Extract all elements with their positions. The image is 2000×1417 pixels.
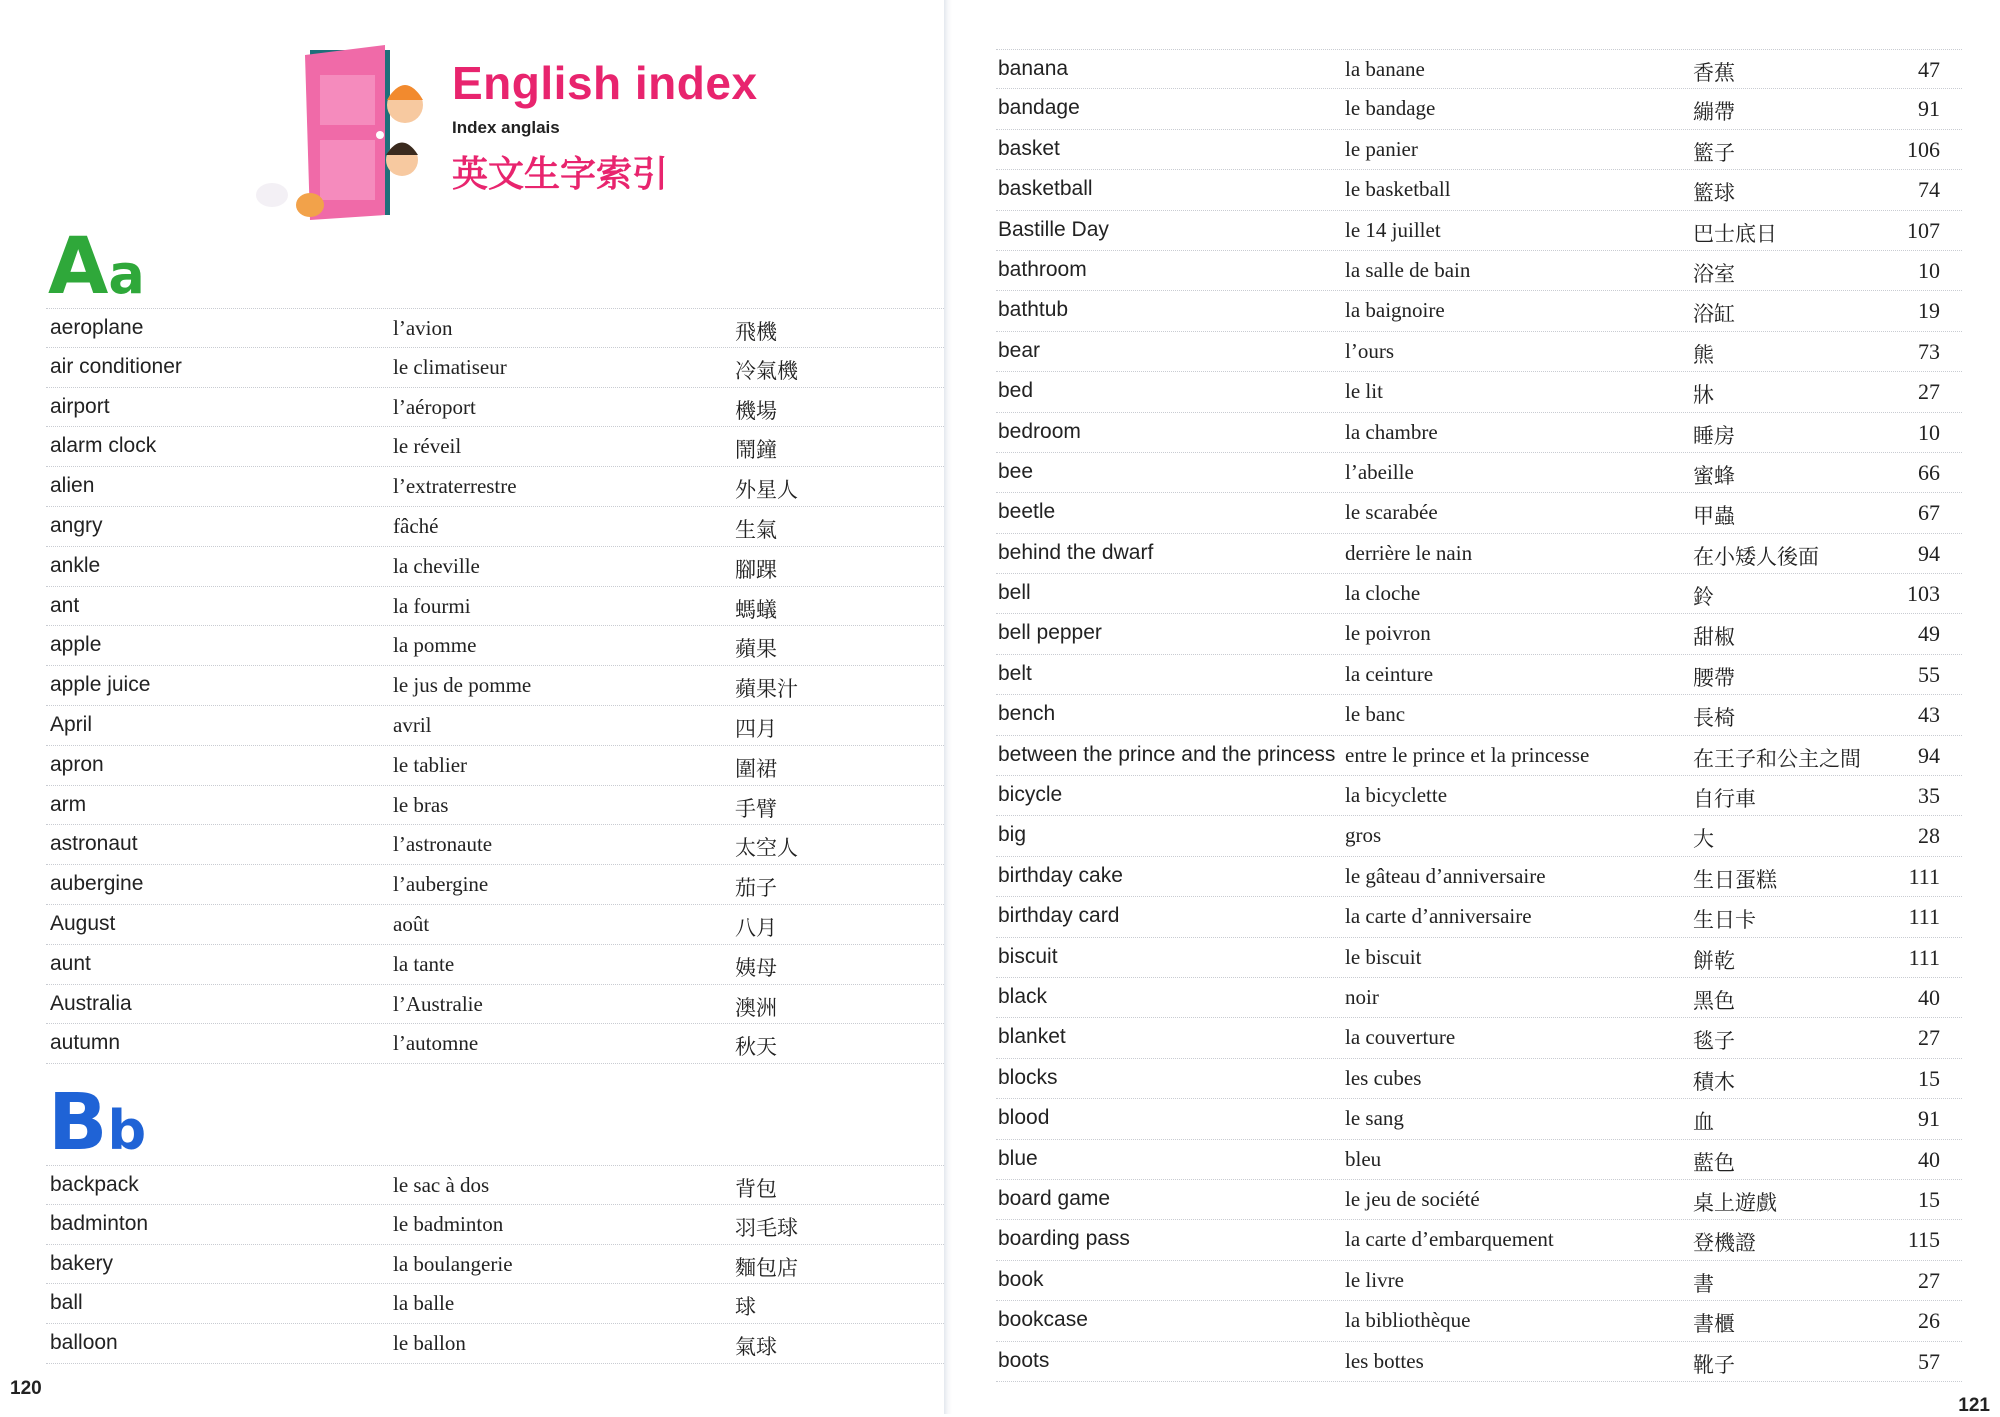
french-word: bleu xyxy=(1345,1146,1382,1171)
english-word: big xyxy=(998,823,1027,847)
chinese-word: 蜜蜂 xyxy=(1693,463,1735,488)
page-ref: 40 xyxy=(1918,984,1940,1010)
french-word: derrière le nain xyxy=(1345,540,1473,565)
page-ref: 57 xyxy=(1918,1348,1940,1374)
french-word: le climatiseur xyxy=(393,354,507,379)
index-row xyxy=(996,1099,1962,1139)
chinese-word: 桌上遊戲 xyxy=(1693,1190,1777,1215)
chinese-word: 巴士底日 xyxy=(1693,221,1777,246)
index-row xyxy=(996,655,1962,695)
page-number-left: 120 xyxy=(10,1378,42,1399)
english-word: banana xyxy=(998,57,1069,80)
index-row xyxy=(996,978,1962,1018)
page-ref: 103 xyxy=(1907,581,1940,607)
english-word: board game xyxy=(998,1186,1111,1210)
page-ref: 55 xyxy=(1918,661,1940,687)
english-word: badminton xyxy=(50,1211,149,1235)
english-word: bedroom xyxy=(998,419,1081,443)
page-ref: 10 xyxy=(1918,257,1940,283)
french-word: la cheville xyxy=(393,553,480,578)
english-word: ball xyxy=(50,1291,83,1315)
index-row xyxy=(46,746,944,786)
english-word: autumn xyxy=(50,1031,121,1055)
chinese-word: 大 xyxy=(1693,827,1714,852)
chinese-word: 香蕉 xyxy=(1693,61,1735,85)
english-word: blue xyxy=(998,1146,1038,1170)
english-word: bell xyxy=(998,581,1031,605)
english-word: ant xyxy=(50,593,80,617)
chinese-word: 書櫃 xyxy=(1693,1312,1735,1337)
english-word: bench xyxy=(998,702,1056,726)
english-word: bookcase xyxy=(998,1308,1088,1332)
french-word: le panier xyxy=(1345,136,1418,161)
french-word: la boulangerie xyxy=(393,1251,513,1276)
english-word: backpack xyxy=(50,1173,139,1196)
page-ref: 67 xyxy=(1918,500,1940,526)
index-row xyxy=(46,626,944,666)
index-row xyxy=(996,1342,1962,1382)
french-word: la pomme xyxy=(393,633,477,658)
french-word: août xyxy=(393,911,430,936)
english-word: boots xyxy=(998,1348,1050,1372)
french-word: le livre xyxy=(1345,1267,1404,1292)
french-word: le bandage xyxy=(1345,96,1436,121)
chinese-word: 太空人 xyxy=(735,836,798,861)
french-word: la couverture xyxy=(1345,1025,1456,1050)
index-row xyxy=(996,1180,1962,1220)
page-ref: 107 xyxy=(1907,217,1940,243)
english-word: birthday cake xyxy=(998,863,1123,887)
chinese-word: 麵包店 xyxy=(735,1255,798,1280)
index-row xyxy=(46,1245,944,1285)
chinese-word: 熊 xyxy=(1693,342,1714,367)
english-word: astronaut xyxy=(50,832,138,856)
chinese-word: 藍色 xyxy=(1693,1150,1735,1175)
french-word: l’aéroport xyxy=(393,394,476,419)
page-ref: 115 xyxy=(1907,1227,1940,1253)
french-word: l’astronaute xyxy=(393,832,493,857)
index-row xyxy=(996,1301,1962,1341)
letter-lower: b xyxy=(107,1099,147,1162)
index-row xyxy=(46,1165,944,1205)
chinese-word: 毯子 xyxy=(1693,1029,1735,1054)
chinese-word: 生氣 xyxy=(735,517,777,542)
french-word: la chambre xyxy=(1345,419,1438,444)
index-row xyxy=(996,1261,1962,1301)
french-word: le scarabée xyxy=(1345,500,1438,525)
index-row xyxy=(996,170,1962,210)
english-word: boarding pass xyxy=(998,1227,1130,1251)
word-list-a xyxy=(46,308,944,1064)
english-word: black xyxy=(998,984,1048,1008)
chinese-word: 姨母 xyxy=(735,955,777,980)
english-word: between the prince and the princess xyxy=(998,742,1336,766)
letter-upper: B xyxy=(48,1078,108,1168)
french-word: gros xyxy=(1345,823,1382,848)
page-ref: 66 xyxy=(1918,459,1940,485)
english-word: blood xyxy=(998,1106,1050,1130)
french-word: le poivron xyxy=(1345,621,1431,646)
chinese-word: 籃子 xyxy=(1693,140,1735,165)
english-word: aubergine xyxy=(50,872,144,896)
french-word: la ceinture xyxy=(1345,661,1434,686)
english-word: alien xyxy=(50,474,95,498)
right-page xyxy=(952,0,2000,1414)
index-row xyxy=(996,1220,1962,1260)
page-ref: 74 xyxy=(1918,177,1940,203)
index-row xyxy=(46,985,944,1025)
french-word: la cloche xyxy=(1345,581,1421,606)
letter-upper: A xyxy=(48,222,109,312)
index-row xyxy=(46,1284,944,1324)
french-word: la balle xyxy=(393,1291,455,1316)
index-row xyxy=(996,534,1962,574)
chinese-word: 積木 xyxy=(1693,1069,1735,1094)
french-word: la carte d’embarquement xyxy=(1345,1227,1554,1252)
page-ref: 35 xyxy=(1918,783,1940,809)
chinese-word: 秋天 xyxy=(735,1035,777,1060)
chinese-word: 書 xyxy=(1693,1271,1714,1296)
french-word: le 14 juillet xyxy=(1345,217,1441,242)
chinese-word: 螞蟻 xyxy=(735,597,777,622)
french-word: le sang xyxy=(1345,1106,1404,1131)
french-word: la bibliothèque xyxy=(1345,1308,1471,1333)
chinese-word: 生日蛋糕 xyxy=(1693,867,1777,892)
english-word: blanket xyxy=(998,1025,1066,1049)
chinese-word: 背包 xyxy=(735,1177,777,1201)
english-word: bicycle xyxy=(998,783,1063,807)
chinese-word: 氣球 xyxy=(735,1335,777,1360)
english-word: behind the dwarf xyxy=(998,540,1154,564)
chinese-word: 腳踝 xyxy=(735,557,777,582)
chinese-word: 籃球 xyxy=(1693,181,1735,206)
index-row xyxy=(996,695,1962,735)
index-row xyxy=(996,453,1962,493)
index-row xyxy=(46,348,944,388)
chinese-word: 在小矮人後面 xyxy=(1693,544,1819,569)
english-word: basketball xyxy=(998,177,1093,201)
chinese-word: 八月 xyxy=(735,915,777,940)
french-word: l’avion xyxy=(393,316,453,340)
english-word: air conditioner xyxy=(50,354,182,378)
chinese-word: 圍裙 xyxy=(735,756,777,781)
page-ref: 91 xyxy=(1918,96,1940,122)
chinese-word: 澳洲 xyxy=(735,995,777,1020)
index-title-chinese: 英文生字索引 xyxy=(452,154,669,195)
french-word: noir xyxy=(1345,984,1379,1009)
index-row xyxy=(46,825,944,865)
french-word: le banc xyxy=(1345,702,1406,727)
english-word: bakery xyxy=(50,1251,114,1275)
page-ref: 47 xyxy=(1918,57,1940,82)
page-ref: 73 xyxy=(1918,338,1940,364)
index-row xyxy=(46,1024,944,1064)
chinese-word: 自行車 xyxy=(1693,787,1756,812)
page-ref: 106 xyxy=(1907,136,1940,162)
english-word: angry xyxy=(50,513,103,537)
chinese-word: 登機證 xyxy=(1693,1231,1756,1256)
chinese-word: 鬧鐘 xyxy=(735,438,777,463)
french-word: entre le prince et la princesse xyxy=(1345,742,1590,767)
index-row xyxy=(46,308,944,348)
word-list-b xyxy=(46,1165,944,1364)
chinese-word: 外星人 xyxy=(735,478,798,503)
french-word: l’abeille xyxy=(1345,459,1414,484)
letter-lower: a xyxy=(108,243,145,306)
index-row xyxy=(46,1324,944,1364)
index-row xyxy=(996,211,1962,251)
english-word: blocks xyxy=(998,1065,1058,1089)
door-illustration xyxy=(250,45,430,230)
page-gutter xyxy=(944,0,952,1414)
english-word: bee xyxy=(998,459,1034,483)
index-row xyxy=(46,587,944,627)
english-word: alarm clock xyxy=(50,434,157,458)
index-row xyxy=(996,493,1962,533)
index-title: English index xyxy=(452,57,758,109)
french-word: l’Australie xyxy=(393,991,483,1016)
index-row xyxy=(996,938,1962,978)
chinese-word: 餅乾 xyxy=(1693,948,1735,973)
chinese-word: 長椅 xyxy=(1693,706,1735,731)
french-word: le jeu de société xyxy=(1345,1186,1480,1211)
english-word: apple xyxy=(50,633,102,657)
chinese-word: 浴缸 xyxy=(1693,302,1735,327)
index-row xyxy=(46,467,944,507)
chinese-word: 手臂 xyxy=(735,796,777,821)
english-word: birthday card xyxy=(998,904,1120,928)
chinese-word: 繃帶 xyxy=(1693,100,1735,125)
page-ref: 27 xyxy=(1918,1025,1940,1051)
english-word: bell pepper xyxy=(998,621,1102,645)
french-word: les bottes xyxy=(1345,1348,1424,1373)
french-word: le basketball xyxy=(1345,177,1451,202)
index-row xyxy=(46,945,944,985)
index-row xyxy=(46,706,944,746)
index-row xyxy=(46,427,944,467)
french-word: l’automne xyxy=(393,1031,479,1056)
chinese-word: 浴室 xyxy=(1693,261,1735,286)
page-ref: 27 xyxy=(1918,379,1940,405)
english-word: biscuit xyxy=(998,944,1058,968)
index-row xyxy=(46,1205,944,1245)
english-word: bandage xyxy=(998,96,1080,120)
english-word: April xyxy=(50,712,93,736)
chinese-word: 機場 xyxy=(735,398,777,423)
chinese-word: 茄子 xyxy=(735,876,777,901)
english-word: August xyxy=(50,911,116,935)
page-ref: 111 xyxy=(1908,904,1940,930)
page-ref: 10 xyxy=(1918,419,1940,445)
french-word: le ballon xyxy=(393,1331,466,1356)
index-row xyxy=(996,49,1962,89)
english-word: bear xyxy=(998,338,1041,362)
index-row xyxy=(996,1140,1962,1180)
index-subtitle: Index anglais xyxy=(452,118,560,137)
english-word: ankle xyxy=(50,553,101,577)
index-row xyxy=(46,666,944,706)
index-row xyxy=(996,251,1962,291)
index-row xyxy=(996,332,1962,372)
page-ref: 43 xyxy=(1918,702,1940,728)
chinese-word: 鈴 xyxy=(1693,585,1714,610)
french-word: la banane xyxy=(1345,57,1425,81)
english-word: apron xyxy=(50,752,104,776)
chinese-word: 牀 xyxy=(1693,383,1714,408)
chinese-word: 羽毛球 xyxy=(735,1215,798,1240)
chinese-word: 冷氣機 xyxy=(735,358,798,383)
index-row xyxy=(996,130,1962,170)
french-word: la tante xyxy=(393,951,455,976)
index-row xyxy=(996,574,1962,614)
english-word: airport xyxy=(50,394,110,418)
french-word: la bicyclette xyxy=(1345,783,1448,808)
section-letter-b xyxy=(48,1078,146,1168)
english-word: balloon xyxy=(50,1331,118,1355)
english-word: book xyxy=(998,1267,1044,1291)
french-word: la carte d’anniversaire xyxy=(1345,904,1532,929)
index-row xyxy=(996,897,1962,937)
chinese-word: 睡房 xyxy=(1693,423,1735,448)
french-word: la salle de bain xyxy=(1345,257,1471,282)
french-word: le réveil xyxy=(393,434,462,459)
chinese-word: 腰帶 xyxy=(1693,665,1735,690)
french-word: avril xyxy=(393,712,432,737)
english-word: beetle xyxy=(998,500,1056,524)
english-word: arm xyxy=(50,792,87,816)
chinese-word: 蘋果汁 xyxy=(735,677,798,702)
page-ref: 27 xyxy=(1918,1267,1940,1293)
french-word: les cubes xyxy=(1345,1065,1422,1090)
english-word: bathroom xyxy=(998,257,1087,281)
french-word: fâché xyxy=(393,513,439,538)
left-page xyxy=(0,0,948,1414)
page-ref: 49 xyxy=(1918,621,1940,647)
chinese-word: 飛機 xyxy=(735,320,777,344)
index-row xyxy=(996,816,1962,856)
page-ref: 111 xyxy=(1908,863,1940,889)
page-ref: 19 xyxy=(1918,298,1940,324)
index-row xyxy=(46,547,944,587)
chinese-word: 黑色 xyxy=(1693,988,1735,1013)
index-row xyxy=(46,865,944,905)
page-ref: 94 xyxy=(1918,742,1940,768)
index-row xyxy=(46,905,944,945)
index-row xyxy=(996,857,1962,897)
french-word: l’aubergine xyxy=(393,872,489,897)
index-row xyxy=(996,736,1962,776)
section-letter-a xyxy=(48,222,145,312)
index-row xyxy=(46,388,944,428)
french-word: le biscuit xyxy=(1345,944,1422,969)
page-ref: 26 xyxy=(1918,1308,1940,1334)
chinese-word: 甲蟲 xyxy=(1693,504,1735,529)
chinese-word: 甜椒 xyxy=(1693,625,1735,650)
index-row xyxy=(996,776,1962,816)
page-ref: 28 xyxy=(1918,823,1940,849)
chinese-word: 血 xyxy=(1693,1110,1714,1135)
french-word: le bras xyxy=(393,792,449,817)
english-word: Bastille Day xyxy=(998,217,1109,241)
french-word: l’extraterrestre xyxy=(393,474,517,499)
word-list-b-continued xyxy=(996,49,1962,1382)
french-word: la fourmi xyxy=(393,593,471,618)
french-word: le gâteau d’anniversaire xyxy=(1345,863,1546,888)
english-word: belt xyxy=(998,661,1032,685)
chinese-word: 在王子和公主之間 xyxy=(1693,746,1861,771)
english-word: aunt xyxy=(50,951,91,975)
page-ref: 40 xyxy=(1918,1146,1940,1172)
page-ref: 15 xyxy=(1918,1186,1940,1212)
french-word: l’ours xyxy=(1345,338,1394,363)
index-row xyxy=(46,786,944,826)
page-ref: 94 xyxy=(1918,540,1940,566)
page-ref: 111 xyxy=(1908,944,1940,970)
chinese-word: 靴子 xyxy=(1693,1352,1735,1377)
chinese-word: 生日卡 xyxy=(1693,908,1756,933)
french-word: le badminton xyxy=(393,1211,504,1236)
index-row xyxy=(996,1018,1962,1058)
french-word: la baignoire xyxy=(1345,298,1445,323)
index-row xyxy=(996,372,1962,412)
french-word: le lit xyxy=(1345,379,1383,404)
page-number-right: 121 xyxy=(1958,1395,1990,1416)
page-ref: 15 xyxy=(1918,1065,1940,1091)
french-word: le sac à dos xyxy=(393,1173,490,1197)
english-word: apple juice xyxy=(50,673,151,697)
index-row xyxy=(46,507,944,547)
index-row xyxy=(996,291,1962,331)
index-row xyxy=(996,614,1962,654)
french-word: le tablier xyxy=(393,752,468,777)
english-word: aeroplane xyxy=(50,316,144,339)
index-row xyxy=(996,1059,1962,1099)
french-word: le jus de pomme xyxy=(393,673,532,698)
english-word: basket xyxy=(998,136,1060,160)
english-word: Australia xyxy=(50,991,132,1015)
page-ref: 91 xyxy=(1918,1106,1940,1132)
english-word: bed xyxy=(998,379,1034,403)
index-row xyxy=(996,89,1962,129)
index-row xyxy=(996,413,1962,453)
english-word: bathtub xyxy=(998,298,1069,322)
chinese-word: 四月 xyxy=(735,716,777,741)
chinese-word: 蘋果 xyxy=(735,637,777,662)
chinese-word: 球 xyxy=(735,1295,756,1320)
